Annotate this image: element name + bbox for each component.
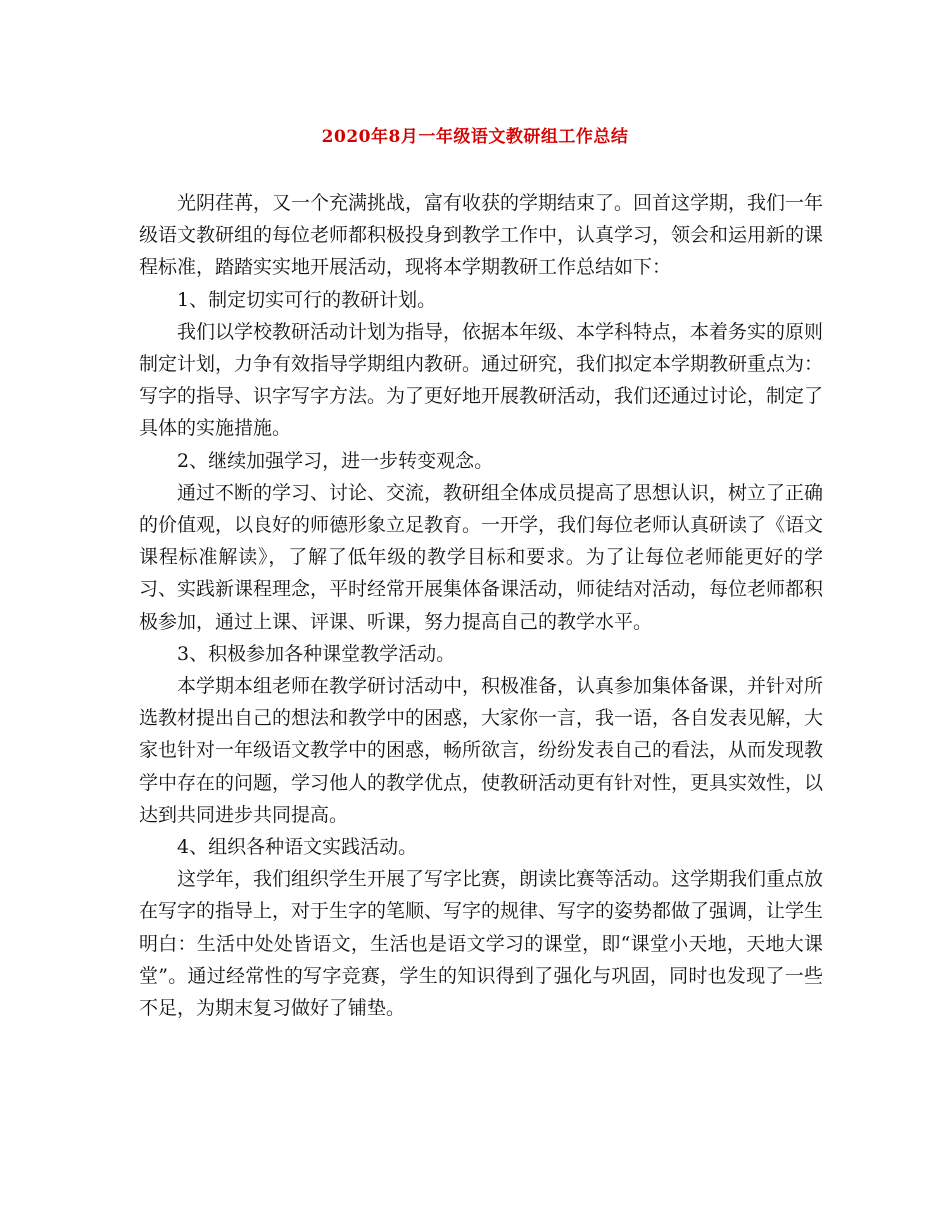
paragraph-intro: 光阴荏苒，又一个充满挑战，富有收获的学期结束了。回首这学期，我们一年级语文教研组的每位老师都积极投身到教学工作中，认真学习，领会和运用新的课程标准，踏踏实实地开展活动，现将本学期教研工作总结如下： [139,192,824,279]
section-heading-4: 4、组织各种语文实践活动。 [177,836,418,859]
paragraph-section-3: 本学期本组老师在教学研讨活动中，积极准备，认真参加集体备课，并针对所选教材提出自己的想法和教学中的困惑，大家你一言，我一语，各自发表见解，大家也针对一年级语文教学中的困惑，畅所欲言，纷纷发表自己的看法，从而发现教学中存在的问题，学习他人的教学优点，使教研活动更有针对性，更具实效性，以达到共同进步共同提高。 [139,675,824,826]
section-heading-1: 1、制定切实可行的教研计划。 [177,288,437,311]
paragraph-section-1: 我们以学校教研活动计划为指导，依据本年级、本学科特点，本着务实的原则制定计划，力争有效指导学期组内教研。通过研究，我们拟定本学期教研重点为：写字的指导、识字写字方法。为了更好地开展教研活动，我们还通过讨论，制定了具体的实施措施。 [139,320,824,440]
section-heading-2: 2、继续加强学习，进一步转变观念。 [177,449,494,472]
paragraph-section-2: 通过不断的学习、讨论、交流，教研组全体成员提高了思想认识，树立了正确的价值观，以良好的师德形象立足教育。一开学，我们每位老师认真研读了《语文课程标准解读》，了解了低年级的教学目标和要求。为了让每位老师能更好的学习、实践新课程理念，平时经常开展集体备课活动，师徒结对活动，每位老师都积极参加，通过上课、评课、听课，努力提高自己的教学水平。 [139,481,824,633]
document-title: 2020年8月一年级语文教研组工作总结 [321,127,629,147]
paragraph-section-4: 这学年，我们组织学生开展了写字比赛，朗读比赛等活动。这学期我们重点放在写字的指导上，对于生字的笔顺、写字的规律、写字的姿势都做了强调，让学生明白：生活中处处皆语文，生活也是语文学习的课堂，即“课堂小天地，天地大课堂”。通过经常性的写字竞赛，学生的知识得到了强化与巩固，同时也发现了一些不足，为期末复习做好了铺垫。 [139,868,824,1020]
section-heading-3: 3、积极参加各种课堂教学活动。 [177,642,456,665]
document-body [139,187,823,1024]
